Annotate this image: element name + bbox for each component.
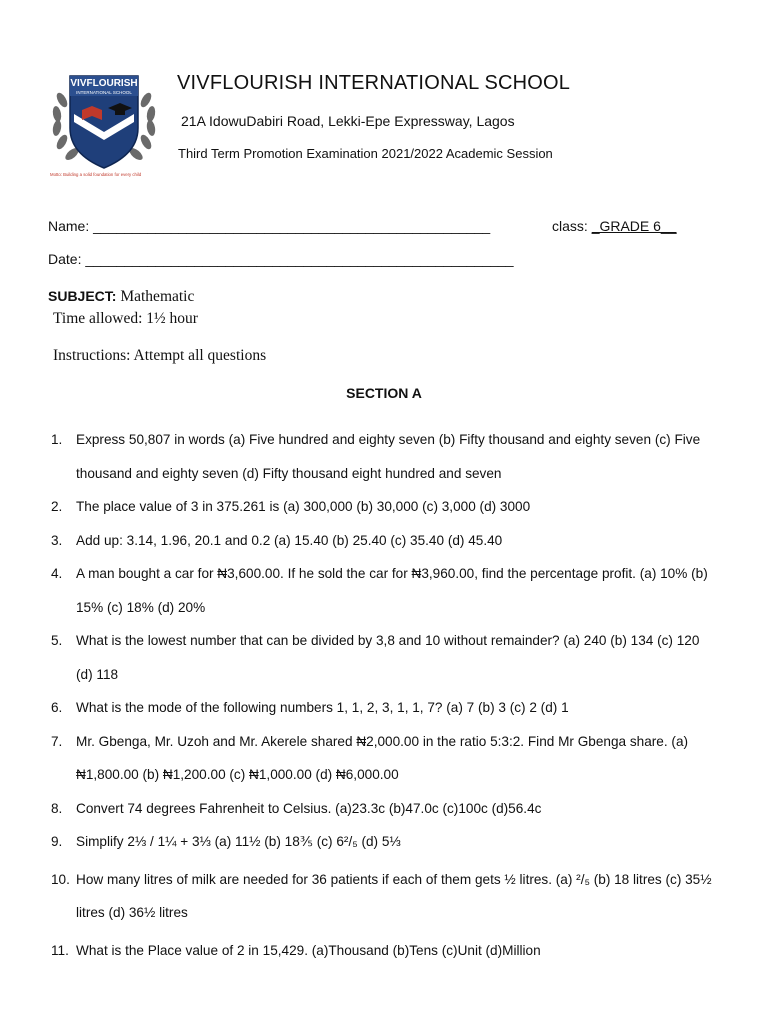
question-number: 4. <box>51 566 63 581</box>
date-line: _______________________________________________________ <box>85 251 514 267</box>
question-number: 8. <box>51 800 63 816</box>
question-text: Express 50,807 in words (a) Five hundred and eighty seven (b) Fifty thousand and eighty seven (c) Five thousand and eighty seven (d) Fifty thousand eight hundred and seven <box>76 432 701 481</box>
exam-title: Third Term Promotion Examination 2021/2022 Academic Session <box>178 146 553 161</box>
instructions: Instructions: Attempt all questions <box>53 347 267 364</box>
question-item <box>48 557 716 624</box>
question-item <box>48 490 716 524</box>
class-label: class: <box>552 218 592 234</box>
question-number: 11. <box>51 942 69 958</box>
question-item <box>48 725 716 792</box>
question-text: Add up: 3.14, 1.96, 20.1 and 0.2 (a) 15.40 (b) 25.40 (c) 35.40 (d) 45.40 <box>76 532 503 548</box>
question-item <box>48 825 716 859</box>
name-line: ___________________________________________________ <box>93 218 491 234</box>
question-item <box>48 524 716 558</box>
question-number: 2. <box>51 499 63 514</box>
time-allowed: Time allowed: 1½ hour <box>53 310 198 327</box>
question-number: 9. <box>51 834 63 849</box>
school-address: 21A IdowuDabiri Road, Lekki-Epe Expressway, Lagos <box>181 113 515 129</box>
subject-value: Mathematic <box>116 288 195 305</box>
question-number: 1. <box>51 432 63 447</box>
question-item <box>48 863 716 930</box>
question-item <box>48 691 716 725</box>
section-title: SECTION A <box>346 385 422 401</box>
name-label: Name: <box>48 218 90 234</box>
school-name: VIVFLOURISH INTERNATIONAL SCHOOL <box>177 72 571 94</box>
question-text: The place value of 3 in 375.261 is (a) 300,000 (b) 30,000 (c) 3,000 (d) 3000 <box>76 499 531 514</box>
question-text: Convert 74 degrees Fahrenheit to Celsius. (a)23.3c (b)47.0c (c)100c (d)56.4c <box>76 800 542 816</box>
question-text: How many litres of milk are needed for 36 patients if each of them gets ½ litres. (a) ²/₅ (b) 18 litres (c) 35½ litres (d) 36½ litres <box>76 871 712 920</box>
date-label: Date: <box>48 251 82 267</box>
subject-line <box>48 288 194 306</box>
question-item <box>48 934 716 968</box>
question-number: 6. <box>51 700 63 715</box>
question-item <box>48 624 716 691</box>
question-text: What is the mode of the following numbers 1, 1, 2, 3, 1, 1, 7? (a) 7 (b) 3 (c) 2 (d) 1 <box>76 700 569 715</box>
school-crest-icon <box>48 70 160 178</box>
subject-label: SUBJECT: <box>48 288 117 304</box>
question-number: 5. <box>51 633 63 648</box>
question-text: A man bought a car for ₦3,600.00. If he sold the car for ₦3,960.00, find the percentage profit. (a) 10% (b) 15% (c) 18% (d) 20% <box>76 566 708 615</box>
question-list <box>48 423 716 967</box>
class-field <box>552 218 677 234</box>
question-text: Mr. Gbenga, Mr. Uzoh and Mr. Akerele shared ₦2,000.00 in the ratio 5:3:2. Find Mr Gbenga share. (a) ₦1,800.00 (b) ₦1,200.00 (c) ₦1,000.00 (d) ₦6,000.00 <box>76 733 689 782</box>
question-text: What is the lowest number that can be divided by 3,8 and 10 without remainder? (a) 240 (b) 134 (c) 120 (d) 118 <box>76 633 700 682</box>
name-field <box>48 218 490 234</box>
class-value: _GRADE 6__ <box>591 218 677 234</box>
date-field <box>48 251 514 267</box>
school-logo <box>48 70 160 178</box>
svg-text:VIVFLOURISH: VIVFLOURISH <box>70 78 138 89</box>
question-item <box>48 423 716 490</box>
question-number: 7. <box>51 733 63 749</box>
question-number: 10. <box>51 871 70 887</box>
question-item <box>48 792 716 826</box>
svg-text:Motto: Building a solid founda: Motto: Building a solid foundation for every child <box>50 172 142 177</box>
question-text: What is the Place value of 2 in 15,429. (a)Thousand (b)Tens (c)Unit (d)Million <box>76 942 541 958</box>
question-text: Simplify 2⅓ / 1¼ + 3⅓ (a) 11½ (b) 18⅗ (c) 6²/₅ (d) 5⅓ <box>76 834 401 849</box>
question-number: 3. <box>51 532 63 548</box>
svg-text:INTERNATIONAL SCHOOL: INTERNATIONAL SCHOOL <box>76 90 132 95</box>
